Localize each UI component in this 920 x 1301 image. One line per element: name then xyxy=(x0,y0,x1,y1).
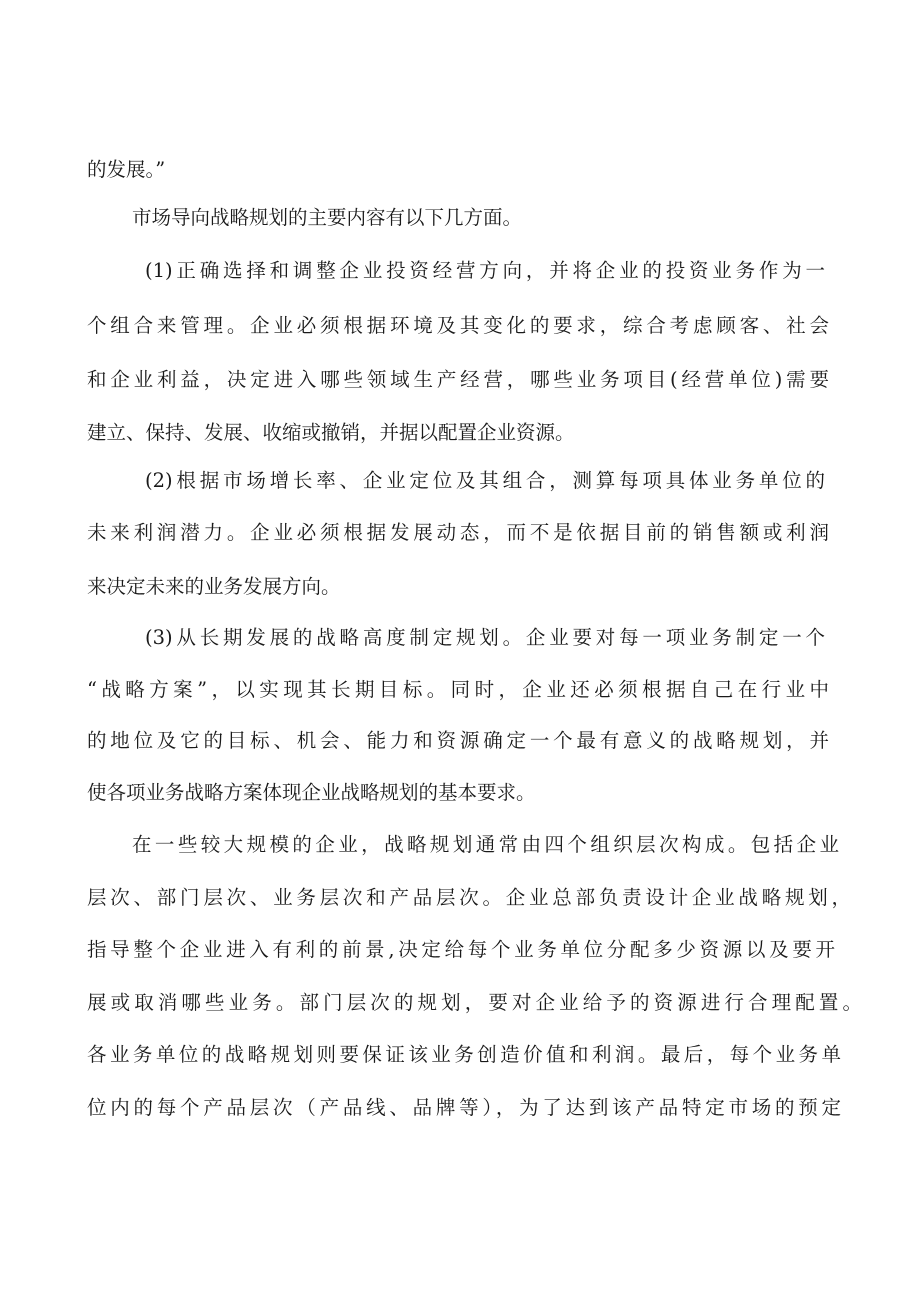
text-line: 未来利润潜力。企业必须根据发展动态，而不是依据目前的销售额或利润 xyxy=(87,521,829,544)
text-line: 和企业利益，决定进入哪些领域生产经营，哪些业务项目(经营单位)需要 xyxy=(87,368,829,391)
text-line: 层次、部门层次、业务层次和产品层次。企业总部负责设计企业战略规划， xyxy=(87,886,851,909)
text-line: 在一些较大规模的企业，战略规划通常由四个组织层次构成。包括企业 xyxy=(132,833,839,856)
text-line: 展或取消哪些业务。部门层次的规划，要对企业给予的资源进行合理配置。 xyxy=(87,991,862,1014)
text-line: 个组合来管理。企业必须根据环境及其变化的要求，综合考虑顾客、社会 xyxy=(87,314,829,337)
text-line: 来决定未来的业务发展方向。 xyxy=(87,575,341,598)
text-line: “战略方案”，以实现其长期目标。同时，企业还必须根据自己在行业中 xyxy=(87,678,829,701)
text-line: (3)从长期发展的战略高度制定规划。企业要对每一项业务制定一个 xyxy=(145,626,825,649)
text-line: 的发展。” xyxy=(87,158,166,181)
text-line: 市场导向战略规划的主要内容有以下几方面。 xyxy=(132,206,523,229)
text-line: (1)正确选择和调整企业投资经营方向，并将企业的投资业务作为一 xyxy=(145,259,825,282)
text-line: 建立、保持、发展、收缩或撤销，并据以配置企业资源。 xyxy=(87,421,575,444)
text-line: 使各项业务战略方案体现企业战略规划的基本要求。 xyxy=(87,781,536,804)
text-line: 的地位及它的目标、机会、能力和资源确定一个最有意义的战略规划，并 xyxy=(87,729,829,752)
text-line: (2)根据市场增长率、企业定位及其组合，测算每项具体业务单位的 xyxy=(145,469,825,492)
text-line: 位内的每个产品层次（产品线、品牌等），为了达到该产品特定市场的预定 xyxy=(87,1096,841,1119)
text-line: 各业务单位的战略规划则要保证该业务创造价值和利润。最后，每个业务单 xyxy=(87,1043,841,1066)
text-line: 指导整个企业进入有利的前景,决定给每个业务单位分配多少资源以及要开 xyxy=(87,938,835,961)
